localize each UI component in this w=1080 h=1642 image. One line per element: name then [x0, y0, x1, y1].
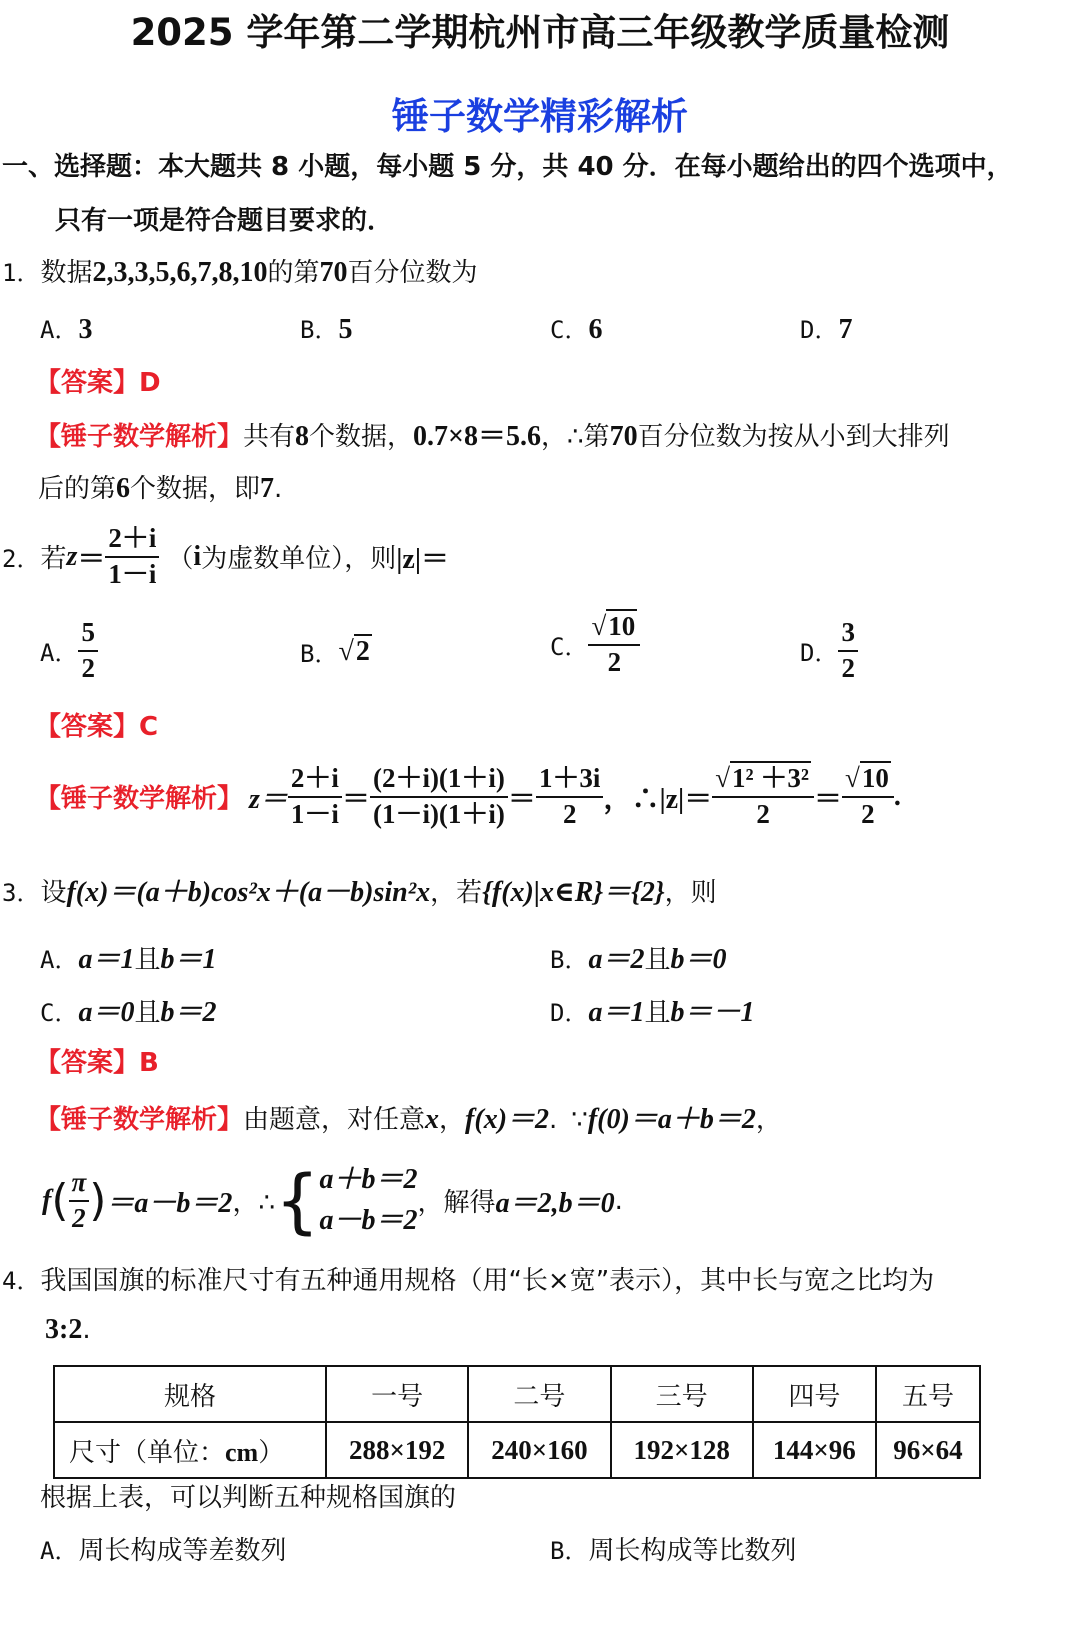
table-header-cell: 五号 [876, 1366, 980, 1422]
analysis-tag: 【锤子数学解析】 [35, 784, 244, 815]
table-header-cell: 三号 [611, 1366, 753, 1422]
q3-option-d[interactable]: D．a＝1且b＝－1 [550, 997, 755, 1028]
q3-solution-line2: f ( $\frac{\pi}{2}$ ) ＝a－b＝2 ，∴ { a＋b＝2 a－b＝2 ，解得 a＝2,b＝0 . [42, 1159, 623, 1242]
q1-option-c[interactable]: C．6 [550, 314, 603, 345]
q3-option-a[interactable]: A．a＝1且b＝1 [40, 944, 217, 975]
q3-answer: 【答案】B [35, 1048, 159, 1078]
analysis-tag: 【锤子数学解析】 [35, 422, 244, 452]
table-header-row [54, 1366, 980, 1422]
system-brace: { [274, 1159, 320, 1242]
section-instruction-line1: 一、选择题：本大题共 8 小题，每小题 5 分，共 40 分．在每小题给出的四个选项中， [2, 152, 1013, 182]
q2-option-a[interactable]: A． $\frac{5}{2}$ [40, 618, 98, 683]
page-subtitle: 锤子数学精彩解析 [392, 95, 688, 138]
q3-solution-line1: 【锤子数学解析】由题意，对任意x，f(x)＝2. ∵f(0)＝a＋b＝2， [35, 1104, 782, 1135]
table-cell: 144×96 [753, 1422, 876, 1478]
q2-solution: 【锤子数学解析】 z＝ $\frac{2+i}{1-i}$ ＝ $\frac{(2+i)(1+i)}{(1-i)(1+i)}$ ＝ $\frac{1+3i}{2}$ ，∴|z|＝ $\frac{\text{√1² ＋3²}}{2}$ ＝ $\frac{√10}{2}$ . [35, 763, 901, 829]
q2-fraction: $\frac{2+i}{1-i}$ [105, 524, 159, 589]
page-title: 2025 学年第二学期杭州市高三年级教学质量检测 [130, 11, 950, 54]
q1-answer: 【答案】D [35, 368, 161, 398]
table-cell: 192×128 [611, 1422, 753, 1478]
table-header-cell: 一号 [326, 1366, 468, 1422]
question-number: 1． [2, 259, 41, 287]
table-cell: 240×160 [468, 1422, 610, 1478]
table-cell: 288×192 [326, 1422, 468, 1478]
q1-solution-line1: 【锤子数学解析】共有8个数据，0.7×8＝5.6，∴第70百分位数为按从小到大排列 [35, 421, 950, 452]
question-1-stem: 1．数据2,3,3,5,6,7,8,10的第70百分位数为 [2, 257, 478, 288]
q2-option-c[interactable]: C． $\frac{√10}{2}$ [550, 612, 640, 677]
table-header-cell: 规格 [54, 1366, 326, 1422]
q4-followup: 根据上表，可以判断五种规格国旗的 [40, 1483, 457, 1513]
section-instruction-line2: 只有一项是符合题目要求的． [55, 206, 394, 236]
table-row [54, 1422, 980, 1478]
table-row-label: 尺寸（单位：cm） [54, 1422, 326, 1478]
q2-option-b[interactable]: B． √2 [300, 635, 370, 668]
analysis-tag: 【锤子数学解析】 [35, 1105, 244, 1135]
q2-answer: 【答案】C [35, 712, 159, 742]
q4-option-a[interactable]: A．周长构成等差数列 [40, 1536, 287, 1566]
question-2-stem: 2． 若 z ＝ $\frac{2+i}{1-i}$ （ i 为虚数单位），则 |z|＝ [2, 523, 449, 589]
q2-option-d[interactable]: D． $\frac{3}{2}$ [800, 618, 858, 683]
q4-ratio: 3:2. [45, 1314, 91, 1345]
question-4-stem: 4．我国国旗的标准尺寸有五种通用规格（用“长×宽”表示），其中长与宽之比均为 [2, 1266, 935, 1296]
q3-option-c[interactable]: C．a＝0且b＝2 [40, 997, 217, 1028]
flag-size-table [53, 1365, 981, 1479]
q1-option-a[interactable]: A．3 [40, 314, 93, 345]
table-header-cell: 四号 [753, 1366, 876, 1422]
equation-system: a＋b＝2 a－b＝2 [319, 1164, 418, 1236]
q1-option-b[interactable]: B．5 [300, 314, 353, 345]
q3-option-b[interactable]: B．a＝2且b＝0 [550, 944, 727, 975]
q1-solution-line2: 后的第6个数据，即7. [38, 473, 283, 504]
q1-option-d[interactable]: D．7 [800, 314, 853, 345]
question-number: 3． [2, 879, 41, 907]
question-number: 4． [2, 1267, 41, 1295]
table-cell: 96×64 [876, 1422, 980, 1478]
table-header-cell: 二号 [468, 1366, 610, 1422]
q4-option-b[interactable]: B．周长构成等比数列 [550, 1536, 797, 1566]
question-number: 2． [2, 545, 41, 574]
question-3-stem: 3．设f(x)＝(a＋b)cos²x＋(a－b)sin²x，若{f(x)|x∈R}＝{2}，则 [2, 877, 717, 908]
